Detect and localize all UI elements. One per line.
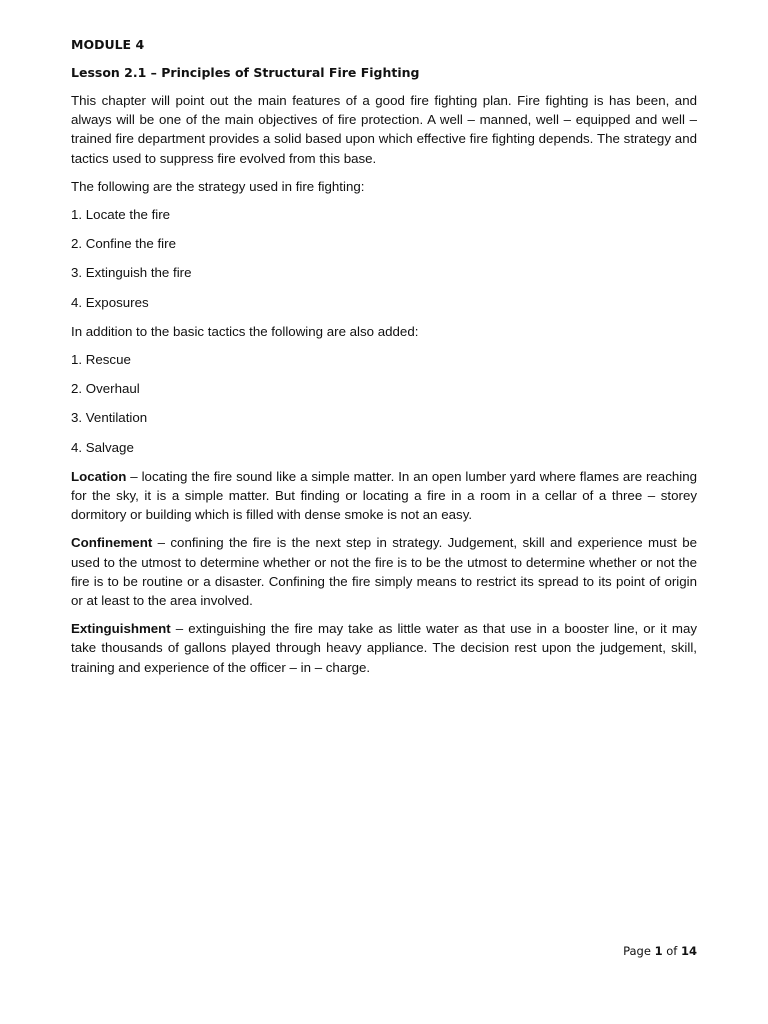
tactics-item: 4. Salvage: [71, 439, 134, 455]
intro-paragraph: This chapter will point out the main features of a good fire fighting plan. Fire fighting is has been, and always will be one of the main objectives of fire protection. A well – manned, well – equipped and well – trained fire department provides a solid based upon which effective fire fighting depends. The strategy and tactics used to suppress fire evolved from this base.: [71, 93, 697, 166]
definition-extinguishment: [71, 619, 697, 677]
module-title: MODULE 4: [71, 37, 145, 52]
strategy-item: 1. Locate the fire: [71, 207, 171, 223]
tactics-item: 3. Ventilation: [71, 410, 148, 426]
strategy-item: 2. Confine the fire: [71, 236, 176, 252]
lesson-title: Lesson 2.1 – Principles of Structural Fire Fighting: [71, 65, 420, 80]
document-body: [71, 36, 697, 686]
definition-text: – extinguishing the fire may take as little water as that use in a booster line, or it may take thousands of gallons played through heavy appliance. The decision rest upon the judgement, skill, training and experience of the officer – in – charge.: [71, 621, 697, 675]
strategy-item: 4. Exposures: [71, 294, 149, 310]
definition-text: – confining the fire is the next step in strategy. Judgement, skill and experience must be used to the utmost to determine whether or not the fire is to be the utmost to determine whether or not the fire is to be routine or a disaster. Confining the fire simply means to restrict its spread to its point of origin or at least to the area involved.: [71, 535, 697, 609]
page-word: Page: [623, 944, 651, 958]
definition-confinement: [71, 533, 697, 610]
definition-location: [71, 467, 697, 525]
tactics-item: 2. Overhaul: [71, 381, 140, 397]
definition-term: Confinement: [71, 535, 153, 551]
page-footer: [623, 943, 697, 959]
definition-text: – locating the fire sound like a simple matter. In an open lumber yard where flames are reaching for the sky, it is a simple matter. But finding or locating a fire in a room in a cellar of a three – storey dormitory or building which is filled with dense smoke is not an easy.: [71, 468, 697, 523]
strategy-item: 3. Extinguish the fire: [71, 265, 192, 281]
definition-term: Extinguishment: [71, 621, 171, 637]
tactics-lead: In addition to the basic tactics the following are also added:: [71, 323, 419, 339]
total-pages: 14: [680, 944, 697, 958]
definition-term: Location: [71, 468, 127, 484]
page-number: 1: [654, 944, 663, 958]
strategy-lead: The following are the strategy used in fire fighting:: [71, 178, 365, 194]
of-word: of: [666, 944, 678, 958]
tactics-item: 1. Rescue: [71, 352, 131, 368]
